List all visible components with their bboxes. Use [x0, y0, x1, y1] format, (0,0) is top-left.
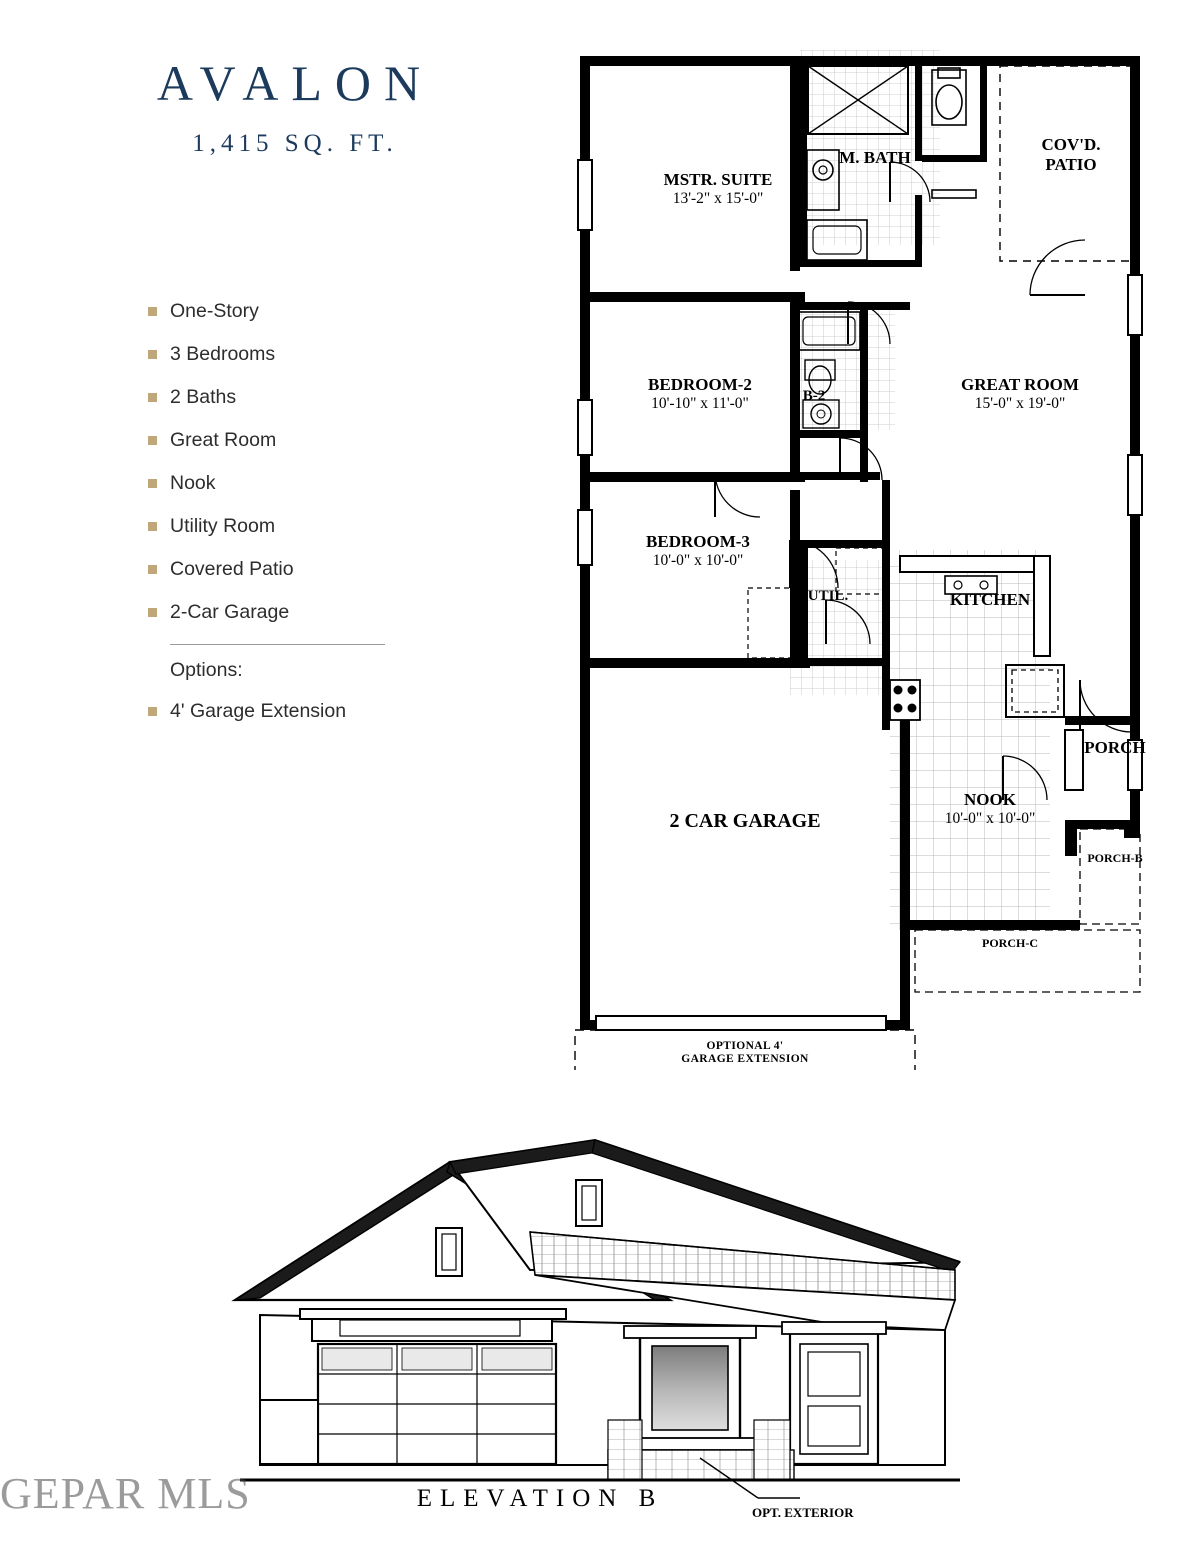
room-label-bath-2: B-2: [802, 388, 826, 404]
room-label-covered-patio: COV'D. PATIO: [1041, 135, 1101, 174]
bullet-icon: [148, 436, 157, 445]
divider: [170, 644, 385, 645]
list-item: [148, 700, 478, 723]
feature-label: 2-Car Garage: [170, 601, 290, 623]
list-item: [148, 558, 478, 581]
room-label-master-bath: M. BATH: [839, 148, 911, 167]
room-label-master-suite: MSTR. SUITE 13'-2" x 15'-0": [663, 170, 773, 207]
feature-list: [148, 300, 478, 743]
bullet-icon: [148, 479, 157, 488]
feature-label: One-Story: [170, 300, 259, 322]
room-label-great-room: GREAT ROOM 15'-0" x 19'-0": [961, 375, 1079, 412]
list-item: [148, 300, 478, 323]
bullet-icon: [148, 707, 157, 716]
feature-label: 2 Baths: [170, 386, 237, 408]
room-label-kitchen: KITCHEN: [949, 590, 1031, 609]
feature-label: Great Room: [170, 429, 277, 451]
list-item: [148, 601, 478, 624]
plan-square-footage: 1,415 SQ. FT.: [192, 130, 398, 157]
elevation-svg: [200, 1120, 1000, 1520]
feature-label: Utility Room: [170, 515, 276, 537]
title-block: [60, 55, 530, 158]
list-item: [148, 386, 478, 409]
bullet-icon: [148, 522, 157, 531]
bullet-icon: [148, 608, 157, 617]
room-label-bedroom-2: BEDROOM-2 10'-10" x 11'-0": [648, 375, 752, 412]
annotation-garage-extension: OPTIONAL 4' GARAGE EXTENSION: [681, 1040, 809, 1066]
room-label-utility: UTIL.: [807, 588, 849, 604]
list-item: [148, 472, 478, 495]
list-item: [148, 343, 478, 366]
page-title: AVALON: [156, 55, 434, 111]
feature-label: Nook: [170, 472, 216, 494]
floor-plan-diagram: [560, 40, 1180, 1070]
elevation-caption: ELEVATION B: [416, 1485, 664, 1512]
list-item: [148, 429, 478, 452]
feature-label: Covered Patio: [170, 558, 294, 580]
room-label-garage: 2 CAR GARAGE: [669, 810, 821, 832]
bullet-icon: [148, 307, 157, 316]
bullet-icon: [148, 565, 157, 574]
annotation-porch-c: PORCH-C: [982, 936, 1038, 950]
opt-exterior-label: OPT. EXTERIOR: [752, 1505, 854, 1520]
bullet-icon: [148, 350, 157, 359]
option-label: 4' Garage Extension: [170, 700, 347, 722]
feature-label: 3 Bedrooms: [170, 343, 276, 365]
bullet-icon: [148, 393, 157, 402]
watermark: GEPAR MLS: [0, 1469, 251, 1518]
list-item: [148, 515, 478, 538]
options-heading: Options:: [170, 659, 243, 681]
annotation-porch-b: PORCH-B: [1087, 851, 1143, 865]
room-label-bedroom-3: BEDROOM-3 10'-0" x 10'-0": [646, 532, 750, 569]
elevation-drawing: [200, 1120, 1000, 1520]
room-label-nook: NOOK 10'-0" x 10'-0": [944, 790, 1036, 827]
room-label-porch: PORCH: [1084, 738, 1146, 757]
